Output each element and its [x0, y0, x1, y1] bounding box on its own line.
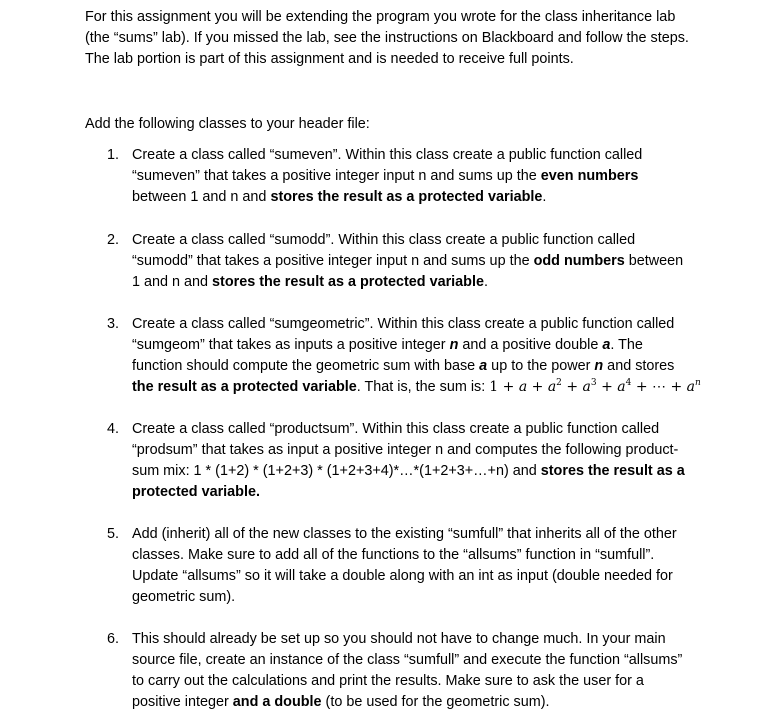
formula-operator: +: [566, 379, 579, 395]
item-line: Create a class called “productsum”. Within this class create a public function called: [132, 421, 660, 437]
geometric-sum-formula: [489, 379, 701, 395]
list-number: 4.: [107, 421, 120, 437]
bold-text: odd numbers: [533, 253, 625, 269]
list-item-2: [107, 230, 707, 293]
item-line: Create a class called “sumgeometric”. Within this class create a public function called: [132, 316, 675, 332]
bold-italic-variable: n: [449, 337, 459, 353]
intro-line: The lab portion is part of this assignment and is needed to receive full points.: [85, 51, 574, 67]
formula-exponent: n: [695, 378, 701, 388]
formula-operator: +: [601, 379, 613, 395]
item-line: [132, 187, 707, 208]
bold-text: and a double: [232, 694, 322, 710]
bold-italic-variable: n: [594, 358, 604, 374]
list-item-5: [107, 524, 707, 608]
formula-ellipsis: ⋯: [652, 379, 667, 395]
list-item-6: [107, 629, 707, 713]
bold-text: stores the result as a: [540, 463, 685, 479]
item-text: .: [542, 189, 547, 205]
item-text: up to the power: [487, 358, 595, 374]
item-line: Create a class called “sumeven”. Within this class create a public function called: [132, 147, 643, 163]
item-text: and stores: [603, 358, 675, 374]
item-line: “prodsum” that takes as input a positive integer n and computes the following product-: [132, 442, 679, 458]
list-number: 6.: [107, 631, 120, 647]
item-text: “sumeven” that takes a positive integer input n and sums up the: [132, 168, 541, 184]
formula-exponent: 2: [556, 378, 562, 388]
item-line: Create a class called “sumodd”. Within this class create a public function called: [132, 232, 636, 248]
list-number: 3.: [107, 316, 120, 332]
bold-text: even numbers: [540, 168, 639, 184]
item-line: [132, 272, 707, 293]
item-text: . That is, the sum is:: [356, 379, 490, 395]
bold-text: stores the result as a protected variable: [270, 189, 543, 205]
item-line: classes. Make sure to add all of the functions to the “allsums” function in “sumfull”.: [132, 547, 655, 563]
item-text: function should compute the geometric sum with base: [132, 358, 480, 374]
intro-paragraph: [85, 7, 735, 70]
item-line: Add (inherit) all of the new classes to the existing “sumfull” that inherits all of the other: [132, 526, 677, 542]
list-number: 1.: [107, 147, 120, 163]
bold-text: the result as a protected variable: [132, 379, 357, 395]
formula-term: a: [582, 379, 591, 395]
bold-italic-variable: a: [479, 358, 488, 374]
formula-term: a: [617, 379, 626, 395]
formula-term: 1: [489, 379, 499, 395]
formula-term: a: [686, 379, 696, 395]
item-line: to carry out the calculations and print the results. Make sure to ask the user for a: [132, 673, 644, 689]
formula-operator: +: [670, 379, 683, 395]
item-text: “sumgeom” that takes as inputs a positive integer: [132, 337, 450, 353]
item-text: sum mix: 1 * (1+2) * (1+2+3) * (1+2+3+4)*…*(1+2+3+…+n) and: [132, 463, 541, 479]
formula-operator: +: [635, 379, 648, 395]
item-line: Update “allsums” so it will take a double along with an int as input (double needed for: [132, 568, 673, 584]
item-line: [132, 335, 707, 356]
item-line: [132, 461, 707, 482]
item-line: [132, 377, 707, 398]
lead-sentence: Add the following classes to your header file:: [85, 116, 370, 132]
formula-exponent: 3: [590, 378, 597, 388]
formula-exponent: 4: [625, 378, 632, 388]
formula-term: a: [518, 379, 528, 395]
list-number: 5.: [107, 526, 120, 542]
bold-text: protected variable.: [132, 484, 260, 500]
item-line: [132, 356, 707, 377]
list-item-1: [107, 145, 707, 208]
item-text: . The: [610, 337, 643, 353]
item-text: “sumodd” that takes a positive integer input n and sums up the: [132, 253, 534, 269]
item-line: This should already be set up so you should not have to change much. In your main: [132, 631, 666, 647]
list-item-4: [107, 419, 707, 503]
item-line: geometric sum).: [132, 589, 236, 605]
item-text: positive integer: [132, 694, 233, 710]
bold-text: stores the result as a protected variable: [212, 274, 484, 290]
item-line: source file, create an instance of the class “sumfull” and execute the function “allsums”: [132, 652, 683, 668]
item-line: [132, 251, 707, 272]
item-line: [132, 692, 707, 713]
item-text: (to be used for the geometric sum).: [321, 694, 550, 710]
item-text: between: [624, 253, 684, 269]
list-item-3: [107, 314, 707, 398]
formula-operator: +: [531, 379, 544, 395]
bold-italic-variable: a: [602, 337, 611, 353]
intro-line: For this assignment you will be extending the program you wrote for the class inheritance lab: [85, 9, 676, 25]
formula-operator: +: [502, 379, 515, 395]
item-text: between 1 and n and: [132, 189, 271, 205]
formula-term: a: [547, 379, 557, 395]
item-text: .: [483, 274, 488, 290]
item-line: [132, 166, 707, 187]
item-text: and a positive double: [458, 337, 603, 353]
intro-line: (the “sums” lab). If you missed the lab, see the instructions on Blackboard and follow the steps.: [85, 30, 689, 46]
list-number: 2.: [107, 232, 120, 248]
item-text: 1 and n and: [132, 274, 213, 290]
item-line: [132, 482, 707, 503]
